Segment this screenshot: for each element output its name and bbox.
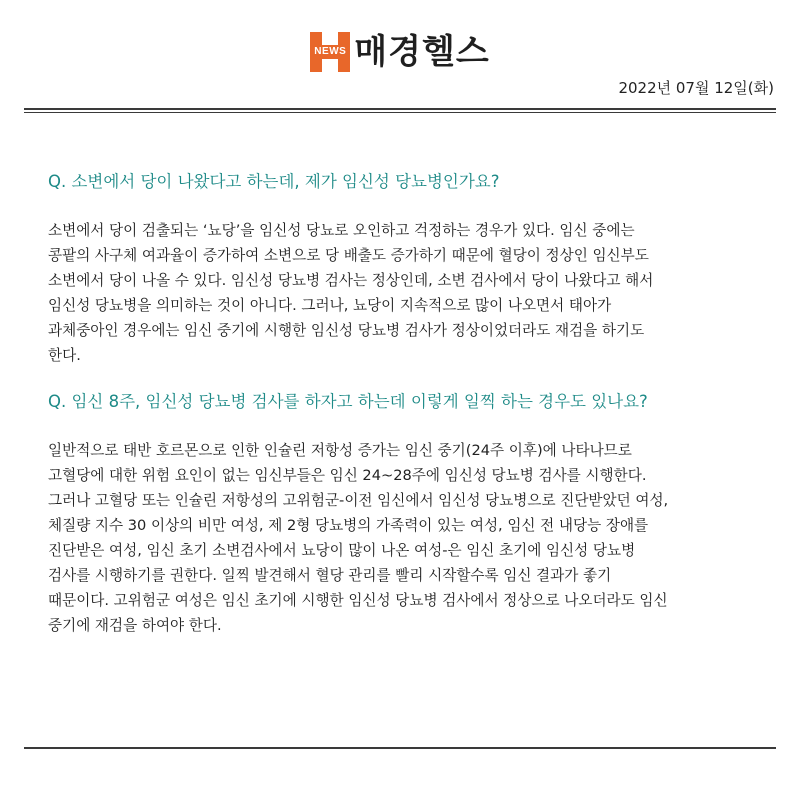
logo-badge: NEWS [310, 45, 350, 59]
answer-line: 소변에서 당이 나올 수 있다. 임신성 당뇨병 검사는 정상인데, 소변 검사에서 당이 나왔다고 해서 [48, 272, 654, 289]
answer-line: 때문이다. 고위험군 여성은 임신 초기에 시행한 임신성 당뇨병 검사에서 정상으로 나오더라도 임신 [48, 592, 668, 609]
answer-line: 임신성 당뇨병을 의미하는 것이 아니다. 그러나, 뇨당이 지속적으로 많이 나오면서 태아가 [48, 297, 612, 314]
answer-line: 과체중아인 경우에는 임신 중기에 시행한 임신성 당뇨병 검사가 정상이었더라도 재검을 하기도 [48, 322, 645, 339]
publication-date: 2022년 07월 12일(화) [618, 79, 774, 97]
footer-divider [24, 747, 776, 749]
answer-line: 일반적으로 태반 호르몬으로 인한 인슐린 저항성 증가는 임신 중기(24주 이후)에 나타나므로 [48, 442, 632, 459]
question-1: Q. 소변에서 당이 나왔다고 하는데, 제가 임신성 당뇨병인가요? [48, 172, 500, 191]
answer-line: 진단받은 여성, 임신 초기 소변검사에서 뇨당이 많이 나온 여성-은 임신 초기에 임신성 당뇨병 [48, 542, 636, 559]
answer-line: 콩팥의 사구체 여과율이 증가하여 소변으로 당 배출도 증가하기 때문에 혈당이 정상인 임신부도 [48, 247, 649, 264]
logo-title: 매경헬스 [354, 32, 490, 72]
answer-line: 그러나 고혈당 또는 인슐린 저항성의 고위험군-이전 임신에서 임신성 당뇨병으로 진단받았던 여성, [48, 492, 669, 509]
header-divider [24, 108, 776, 113]
answer-line: 고혈당에 대한 위험 요인이 없는 임신부들은 임신 24~28주에 임신성 당뇨병 검사를 시행한다. [48, 467, 647, 484]
article-body [48, 170, 768, 638]
question-2: Q. 임신 8주, 임신성 당뇨병 검사를 하자고 하는데 이렇게 일찍 하는 경우도 있나요? [48, 392, 648, 411]
answer-2 [48, 438, 768, 638]
answer-line: 체질량 지수 30 이상의 비만 여성, 제 2형 당뇨병의 가족력이 있는 여성, 임신 전 내당능 장애를 [48, 517, 649, 534]
answer-line: 검사를 시행하기를 권한다. 일찍 발견해서 혈당 관리를 빨리 시작할수록 임신 결과가 좋기 [48, 567, 612, 584]
answer-line: 한다. [48, 347, 81, 364]
answer-1 [48, 218, 768, 368]
answer-line: 중기에 재검을 하여야 한다. [48, 617, 222, 634]
answer-line: 소변에서 당이 검출되는 ‘뇨당’을 임신성 당뇨로 오인하고 걱정하는 경우가 있다. 임신 중에는 [48, 222, 635, 239]
logo-h-icon [310, 32, 350, 72]
logo [310, 32, 489, 72]
masthead [0, 32, 800, 72]
